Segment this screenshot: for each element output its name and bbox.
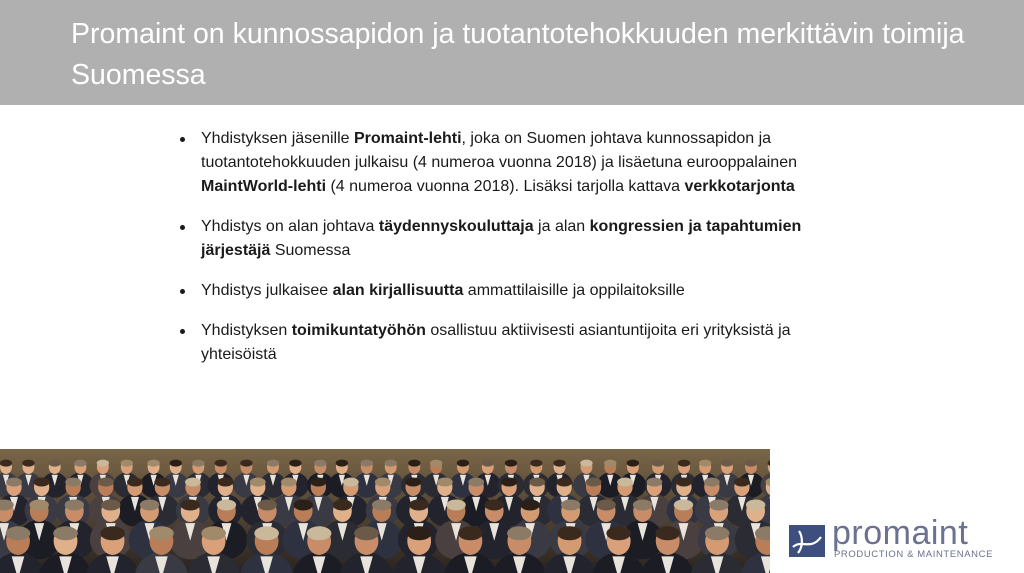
bullet-text: (4 numeroa vuonna 2018). Lisäksi tarjolla kattava — [326, 178, 685, 195]
bullet-text: Suomessa — [270, 242, 351, 259]
bullet-item — [178, 279, 818, 303]
bullet-text: , joka on Suomen johtava kunnossapidon ja tuotantotehokkuuden julkaisu (4 numeroa vuonna 2018) ja lisäetuna eurooppalainen — [201, 130, 797, 171]
logo-wordmark: promaint — [832, 514, 969, 552]
bullet-text: osallistuu aktiivisesti asiantuntijoita eri yrityksistä ja yhteisöistä — [201, 322, 791, 363]
bullet-bold-text: toimikuntatyöhön — [291, 322, 426, 339]
audience-photo — [0, 449, 770, 573]
bullet-item — [178, 319, 818, 367]
slide-title: Promaint on kunnossapidon ja tuotantotehokkuuden merkittävin toimija Suomessa — [71, 18, 965, 91]
bullet-bold-text: verkkotarjonta — [684, 178, 795, 195]
logo-tagline: PRODUCTION & MAINTENANCE — [834, 549, 994, 560]
bullet-bold-text: Promaint-lehti — [353, 130, 462, 147]
bullet-text: ammattilaisille ja oppilaitoksille — [463, 282, 685, 299]
bullet-text: ja alan — [533, 218, 590, 235]
logo-mark-icon — [789, 525, 825, 557]
bullet-bold-text: MaintWorld-lehti — [201, 178, 327, 195]
bullet-bold-text: alan kirjallisuutta — [332, 282, 464, 299]
bullet-list — [178, 127, 818, 383]
bullet-bold-text: täydennyskouluttaja — [378, 218, 534, 235]
bullet-bold-text: kongressien ja tapahtumien järjestäjä — [201, 218, 802, 259]
bullet-text: Yhdistys julkaisee — [201, 282, 333, 299]
bullet-item — [178, 127, 818, 199]
promaint-logo — [789, 516, 1009, 562]
bullet-text: Yhdistyksen — [201, 322, 292, 339]
audience-illustration — [0, 449, 770, 573]
bullet-item — [178, 215, 818, 263]
bullet-text: Yhdistyksen jäsenille — [201, 130, 354, 147]
title-bar — [0, 0, 1024, 105]
bullet-text: Yhdistys on alan johtava — [201, 218, 379, 235]
